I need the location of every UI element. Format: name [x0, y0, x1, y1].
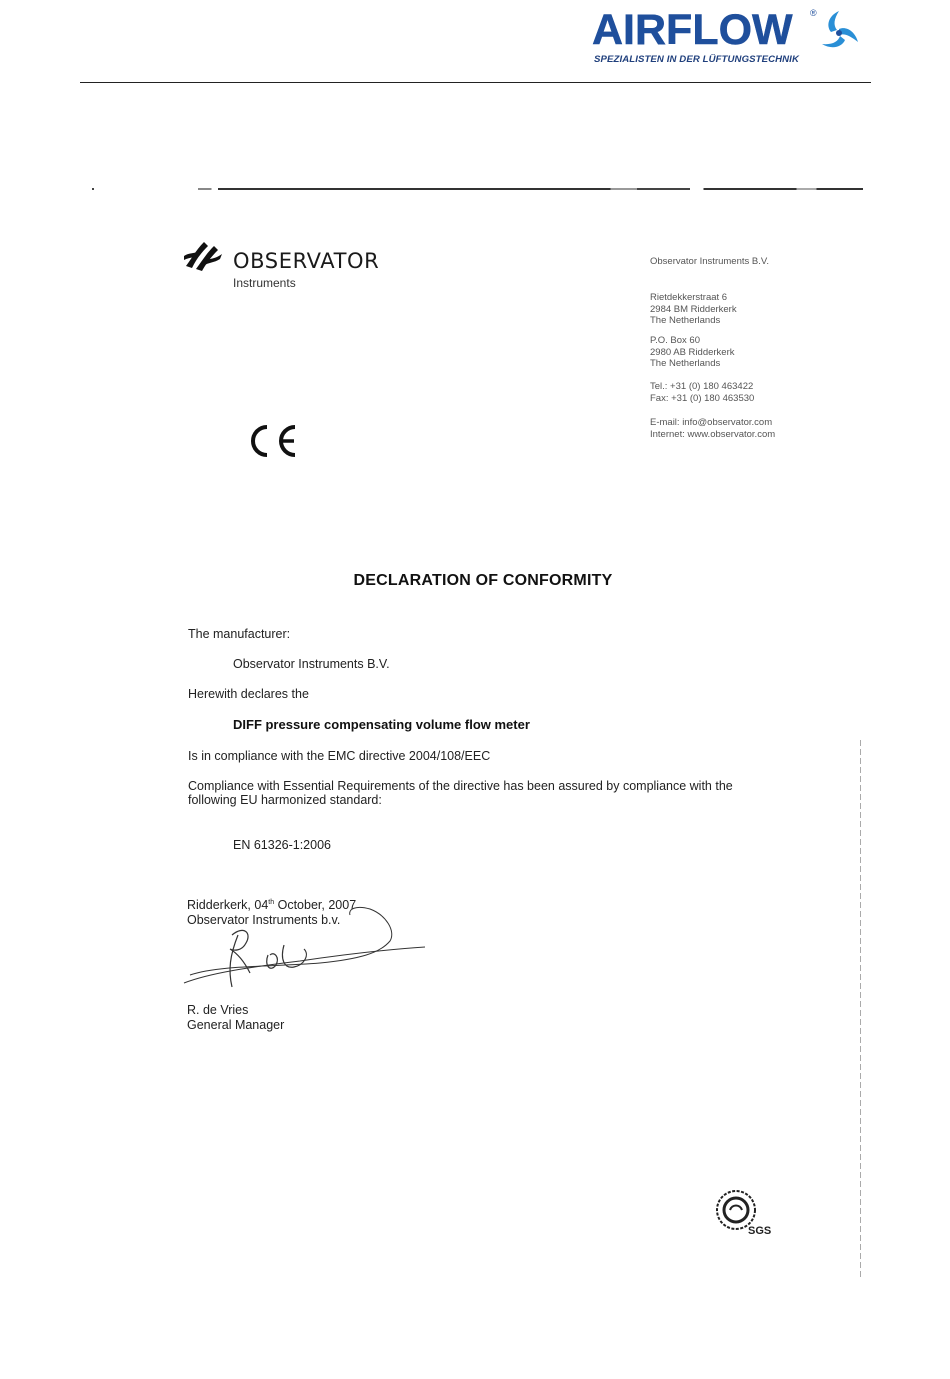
address-web: E-mail: info@observator.com Internet: www.observator.com	[650, 417, 776, 440]
harmonized-standard: EN 61326-1:2006	[233, 838, 331, 852]
observator-name: OBSERVATOR	[233, 249, 380, 273]
address-street: Rietdekkerstraat 6 2984 BM Ridderkerk The Netherlands	[650, 292, 737, 326]
ce-mark-icon	[243, 423, 301, 459]
requirements-line-2: following EU harmonized standard:	[188, 793, 382, 807]
registered-mark: ®	[810, 8, 817, 18]
scan-artifact	[92, 188, 94, 190]
place-date: Ridderkerk, 04th October, 2007	[187, 898, 357, 912]
address-postal: P.O. Box 60 2980 AB Ridderkerk The Netherlands	[650, 335, 735, 369]
address-company: Observator Instruments B.V.	[650, 256, 769, 267]
declares-line: Herewith declares the	[188, 687, 309, 701]
airflow-fan-icon	[816, 8, 862, 54]
compliance-line: Is in compliance with the EMC directive 2004/108/EEC	[188, 749, 491, 763]
manufacturer-name: Observator Instruments B.V.	[233, 657, 390, 671]
seal-label: SGS	[748, 1225, 772, 1237]
signatory-name: R. de Vries	[187, 1003, 249, 1017]
scan-edge-line	[860, 740, 861, 1280]
signoff-company: Observator Instruments b.v.	[187, 913, 341, 927]
product-name: DIFF pressure compensating volume flow meter	[233, 717, 530, 732]
sgs-certification-seal-icon	[714, 1184, 778, 1240]
airflow-brand: AIRFLOW	[592, 6, 793, 54]
requirements-line-1: Compliance with Essential Requirements of the directive has been assured by compliance with the	[188, 779, 733, 793]
observator-subtitle: Instruments	[233, 276, 296, 290]
signatory-title: General Manager	[187, 1018, 285, 1032]
observator-logo	[182, 236, 402, 296]
handwritten-signature	[180, 895, 430, 1000]
address-contact: Tel.: +31 (0) 180 463422 Fax: +31 (0) 180 463530	[650, 381, 755, 404]
observator-waves-icon	[182, 236, 224, 272]
fax-header-line	[198, 188, 863, 190]
manufacturer-label: The manufacturer:	[188, 627, 291, 641]
header-divider	[80, 82, 871, 83]
document-title: DECLARATION OF CONFORMITY	[353, 572, 613, 589]
airflow-logo	[592, 6, 872, 68]
airflow-tagline: SPEZIALISTEN IN DER LÜFTUNGSTECHNIK	[594, 54, 799, 65]
